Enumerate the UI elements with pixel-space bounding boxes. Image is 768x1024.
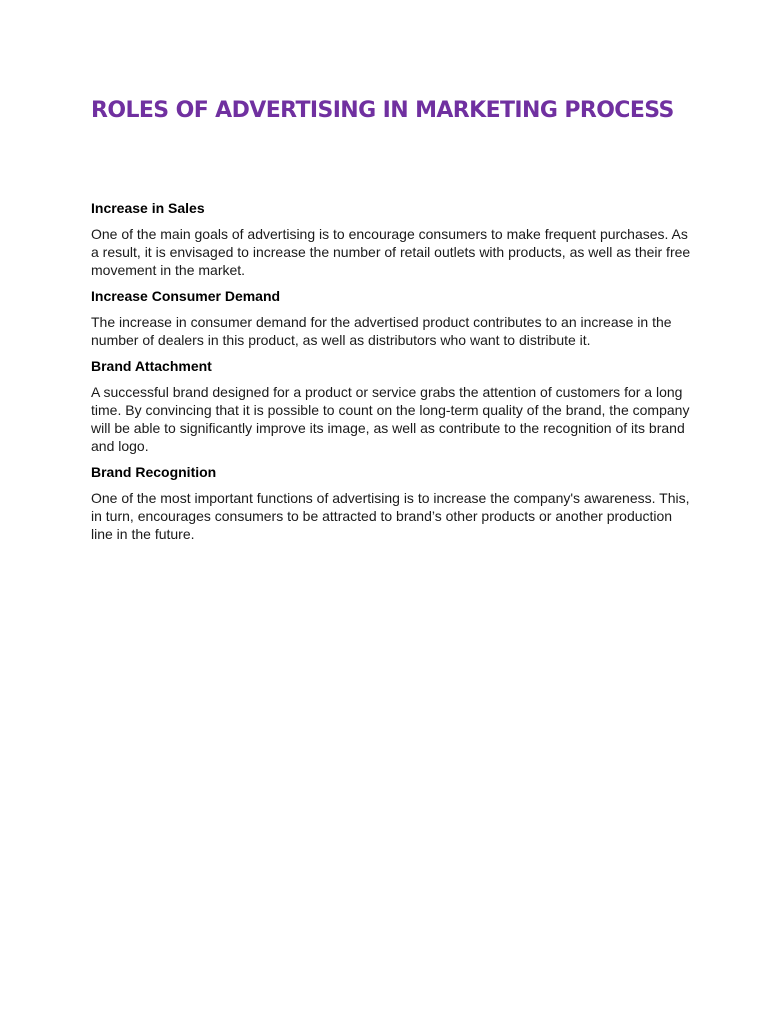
section-body: A successful brand designed for a product or service grabs the attention of customers for a long time. By convincing that it is possible to count on the long-term quality of the brand, the company will be able to significantly improve its image, as well as contribute to the recognition of its brand and logo. <box>91 384 690 454</box>
section-heading: Brand Attachment <box>91 358 212 374</box>
section-increase-in-sales <box>91 199 691 279</box>
section-brand-recognition <box>91 463 691 543</box>
section-brand-attachment <box>91 357 691 455</box>
section-body: One of the main goals of advertising is to encourage consumers to make frequent purchases. As a result, it is envisaged to increase the number of retail outlets with products, as well as their free movement in the market. <box>91 226 691 278</box>
document-sections <box>91 199 691 543</box>
section-body: The increase in consumer demand for the advertised product contributes to an increase in the number of dealers in this product, as well as distributors who want to distribute it. <box>91 314 672 348</box>
section-heading: Increase in Sales <box>91 200 205 216</box>
section-heading: Brand Recognition <box>91 464 217 480</box>
page-title: ROLES OF ADVERTISING IN MARKETING PROCESS <box>91 98 674 123</box>
section-heading: Increase Consumer Demand <box>91 288 281 304</box>
section-body: One of the most important functions of advertising is to increase the company's awareness. This, in turn, encourages consumers to be attracted to brand’s other products or another production line in the future. <box>91 490 690 542</box>
section-increase-consumer-demand <box>91 287 691 349</box>
document-page <box>91 96 691 551</box>
